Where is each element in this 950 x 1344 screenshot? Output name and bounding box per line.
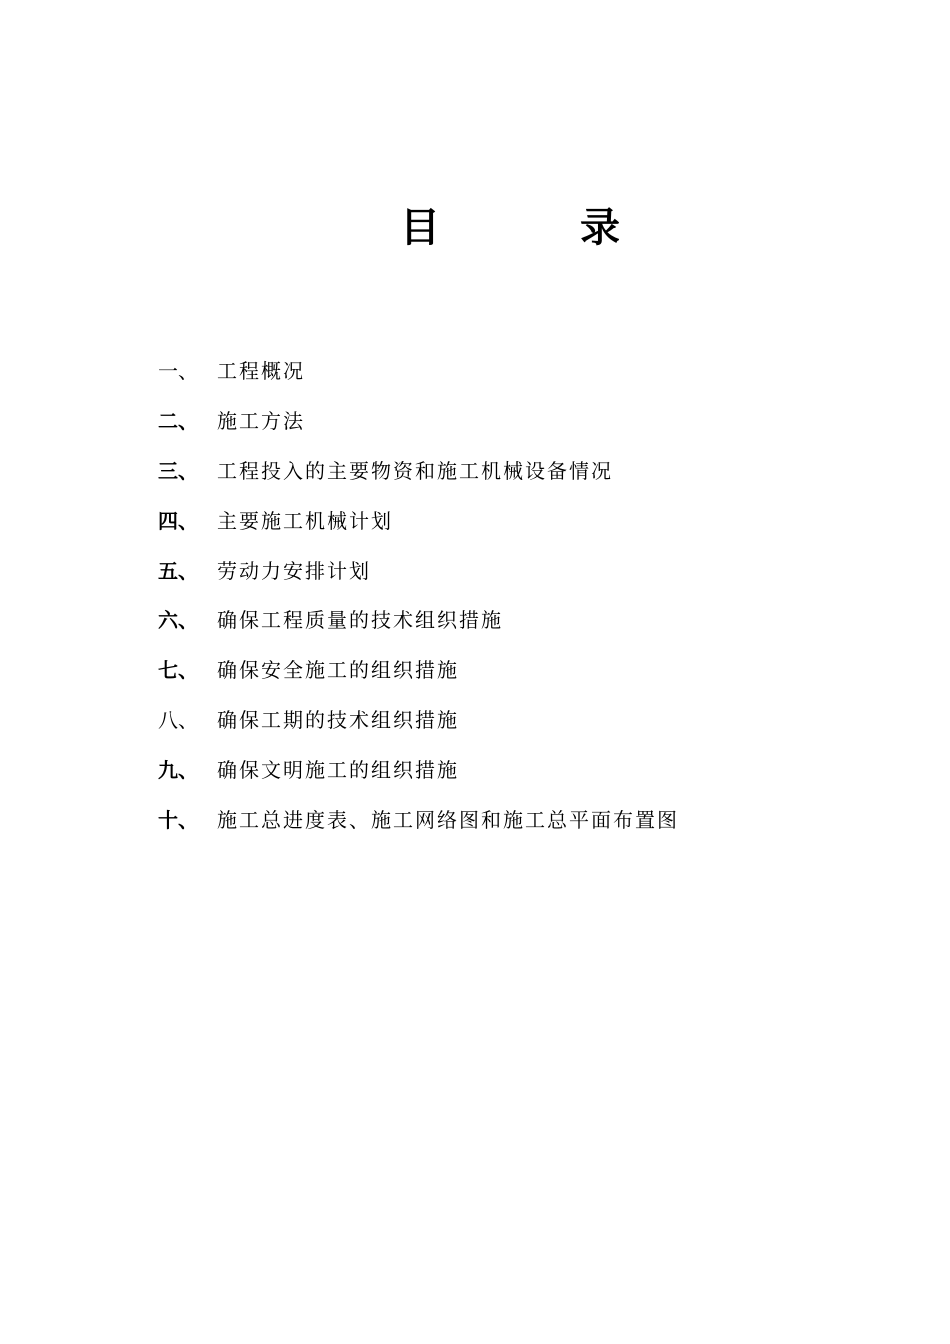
toc-item: [158, 395, 858, 445]
toc-item: [158, 793, 858, 843]
toc-item-number: 五、: [158, 558, 198, 583]
toc-item-title: 工程投入的主要物资和施工机械设备情况: [217, 458, 613, 483]
toc-item-number: 八、: [158, 707, 198, 732]
toc-item: [158, 445, 858, 495]
toc-item-title: 确保安全施工的组织措施: [217, 658, 459, 683]
toc-item-number: 四、: [158, 508, 198, 533]
toc-item: [158, 743, 858, 793]
toc-item-number: 七、: [158, 658, 198, 683]
toc-item-title: 确保工程质量的技术组织措施: [217, 608, 503, 633]
toc-item-number: 十、: [158, 807, 198, 832]
toc-item-number: 一、: [158, 359, 198, 384]
toc-item-title: 确保工期的技术组织措施: [217, 707, 459, 732]
title-char-2: 录: [580, 204, 620, 251]
page-title: [400, 200, 620, 256]
toc-item: [158, 544, 858, 594]
toc-item-title: 主要施工机械计划: [217, 508, 393, 533]
toc-item: [158, 345, 858, 395]
toc-item-number: 九、: [158, 757, 198, 782]
toc-item: [158, 594, 858, 644]
toc-item-number: 二、: [158, 409, 198, 434]
title-char-1: 目: [400, 204, 440, 251]
toc-item-title: 施工总进度表、施工网络图和施工总平面布置图: [217, 807, 679, 832]
toc-item: [158, 644, 858, 694]
toc-item-title: 确保文明施工的组织措施: [217, 757, 459, 782]
toc-item: [158, 494, 858, 544]
toc-item-title: 劳动力安排计划: [217, 558, 371, 583]
toc-item-title: 工程概况: [217, 359, 305, 384]
table-of-contents: [158, 345, 858, 843]
toc-item-number: 三、: [158, 458, 198, 483]
toc-item: [158, 694, 858, 744]
toc-item-number: 六、: [158, 608, 198, 633]
toc-item-title: 施工方法: [217, 409, 305, 434]
